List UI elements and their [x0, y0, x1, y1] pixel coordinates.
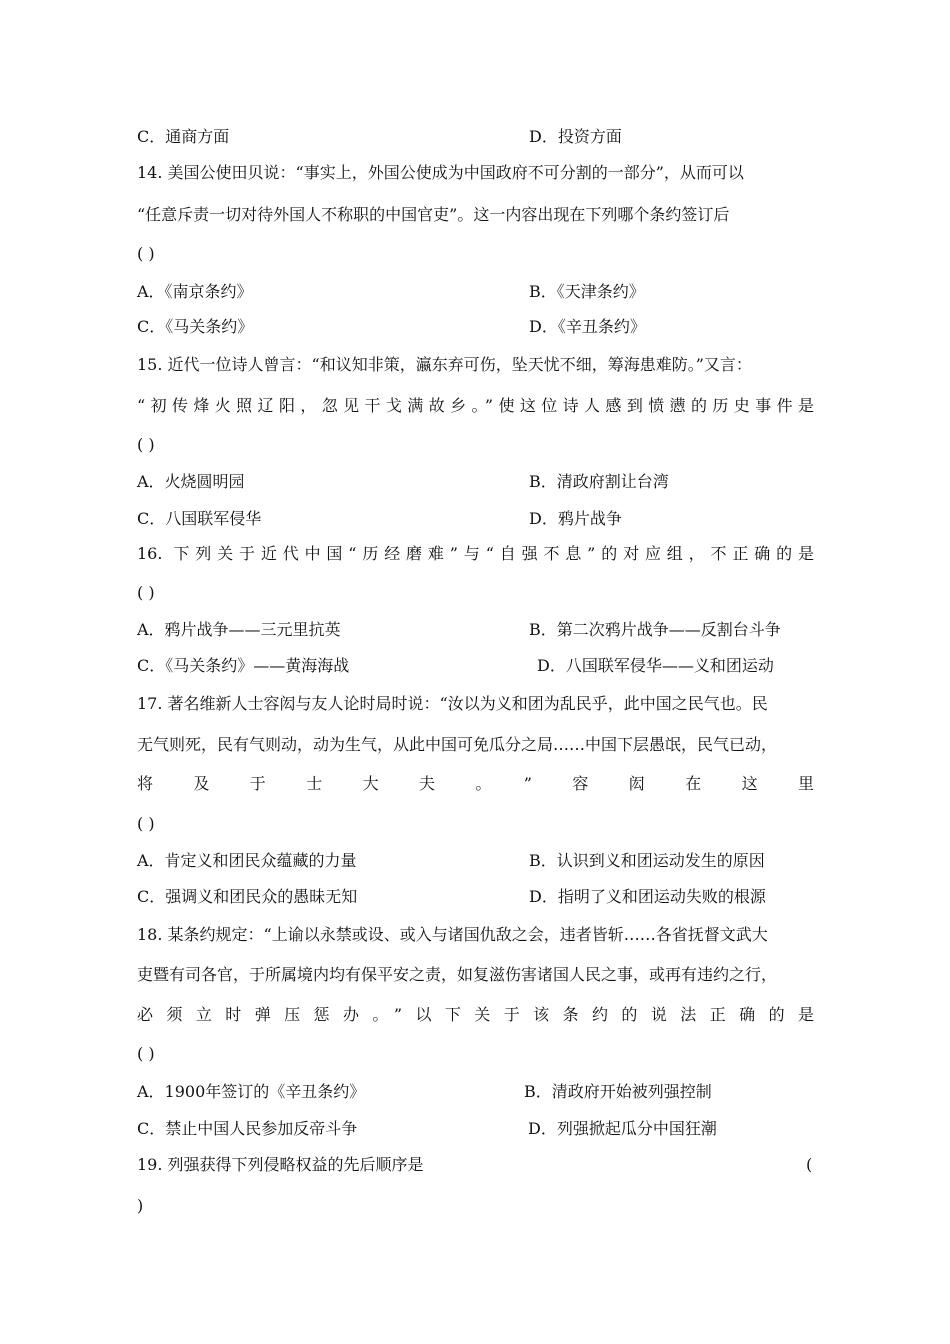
q14-option-a: A．《南京条约》	[137, 282, 253, 301]
q19-paren-open: (	[806, 1155, 813, 1174]
q18-stem-line-1: 18. 某条约规定：“上谕以永禁或设、或入与诸国仇敌之会，违者皆斩……各省抚督文武大	[137, 925, 768, 944]
q17-option-c: C．强调义和团民众的愚昧无知	[137, 887, 358, 906]
q17-option-d: D．指明了义和团运动失败的根源	[529, 887, 766, 906]
q17-stem-line-3: 将及于士大夫。”容闳在这里	[137, 774, 814, 793]
q18-option-c: C．禁止中国人民参加反帝斗争	[137, 1119, 358, 1138]
q13-option-d: D．投资方面	[529, 127, 622, 146]
q14-answer-paren: ( )	[137, 244, 155, 263]
q16-option-d: D．八国联军侵华——义和团运动	[537, 656, 774, 675]
q13-option-c: C．通商方面	[137, 127, 230, 146]
q15-option-a: A．火烧圆明园	[137, 472, 245, 491]
q16-option-b: B．第二次鸦片战争——反割台斗争	[529, 620, 781, 639]
q17-option-a: A．肯定义和团民众蕴藏的力量	[137, 851, 357, 870]
q17-option-b: B．认识到义和团运动发生的原因	[529, 851, 765, 870]
q18-option-d: D．列强掀起瓜分中国狂潮	[528, 1119, 717, 1138]
q16-stem-line-1: 16. 下列关于近代中国“历经磨难”与“自强不息”的对应组，不正确的是	[137, 544, 814, 563]
q15-option-b: B．清政府割让台湾	[529, 472, 669, 491]
q14-option-b: B．《天津条约》	[529, 282, 645, 301]
q18-stem-line-3: 必须立时弹压惩办。”以下关于该条约的说法正确的是	[137, 1005, 814, 1024]
q18-option-a: A．1900年签订的《辛丑条约》	[137, 1082, 366, 1101]
q17-stem-line-1: 17. 著名维新人士容闳与友人论时局时说：“汝以为义和团为乱民乎，此中国之民气也。民	[137, 694, 768, 713]
q14-stem-line-2: “任意斥责一切对待外国人不称职的中国官吏”。这一内容出现在下列哪个条约签订后	[137, 205, 730, 224]
q15-stem-line-1: 15. 近代一位诗人曾言：“和议知非策，瀛东弃可伤，坠天忧不细，筹海患难防。”又言：	[137, 355, 752, 374]
q18-stem-line-2: 吏暨有司各官，于所属境内均有保平安之责，如复滋伤害诸国人民之事，或再有违约之行，	[137, 965, 778, 984]
q15-option-d: D．鸦片战争	[529, 509, 622, 528]
q14-option-d: D．《辛丑条约》	[529, 317, 646, 336]
q17-stem-line-2: 无气则死，民有气则动，动为生气，从此中国可免瓜分之局……中国下层愚氓，民气已动，	[137, 735, 778, 754]
q18-answer-paren: ( )	[137, 1044, 155, 1063]
q16-option-c: C．《马关条约》——黄海海战	[137, 656, 350, 675]
q19-stem-line-1: 19. 列强获得下列侵略权益的先后顺序是	[137, 1155, 424, 1174]
q14-option-c: C．《马关条约》	[137, 317, 254, 336]
q18-option-b: B．清政府开始被列强控制	[524, 1082, 712, 1101]
q16-option-a: A．鸦片战争——三元里抗英	[137, 620, 341, 639]
q15-option-c: C．八国联军侵华	[137, 509, 262, 528]
q16-answer-paren: ( )	[137, 583, 155, 602]
q15-stem-line-2: “初传烽火照辽阳，忽见干戈满故乡。”使这位诗人感到愤懑的历史事件是	[137, 396, 814, 415]
q15-answer-paren: ( )	[137, 435, 155, 454]
q19-paren-close: )	[137, 1196, 144, 1215]
q17-answer-paren: ( )	[137, 814, 155, 833]
q14-stem-line-1: 14. 美国公使田贝说：“事实上，外国公使成为中国政府不可分割的一部分”，从而可以	[137, 163, 744, 182]
